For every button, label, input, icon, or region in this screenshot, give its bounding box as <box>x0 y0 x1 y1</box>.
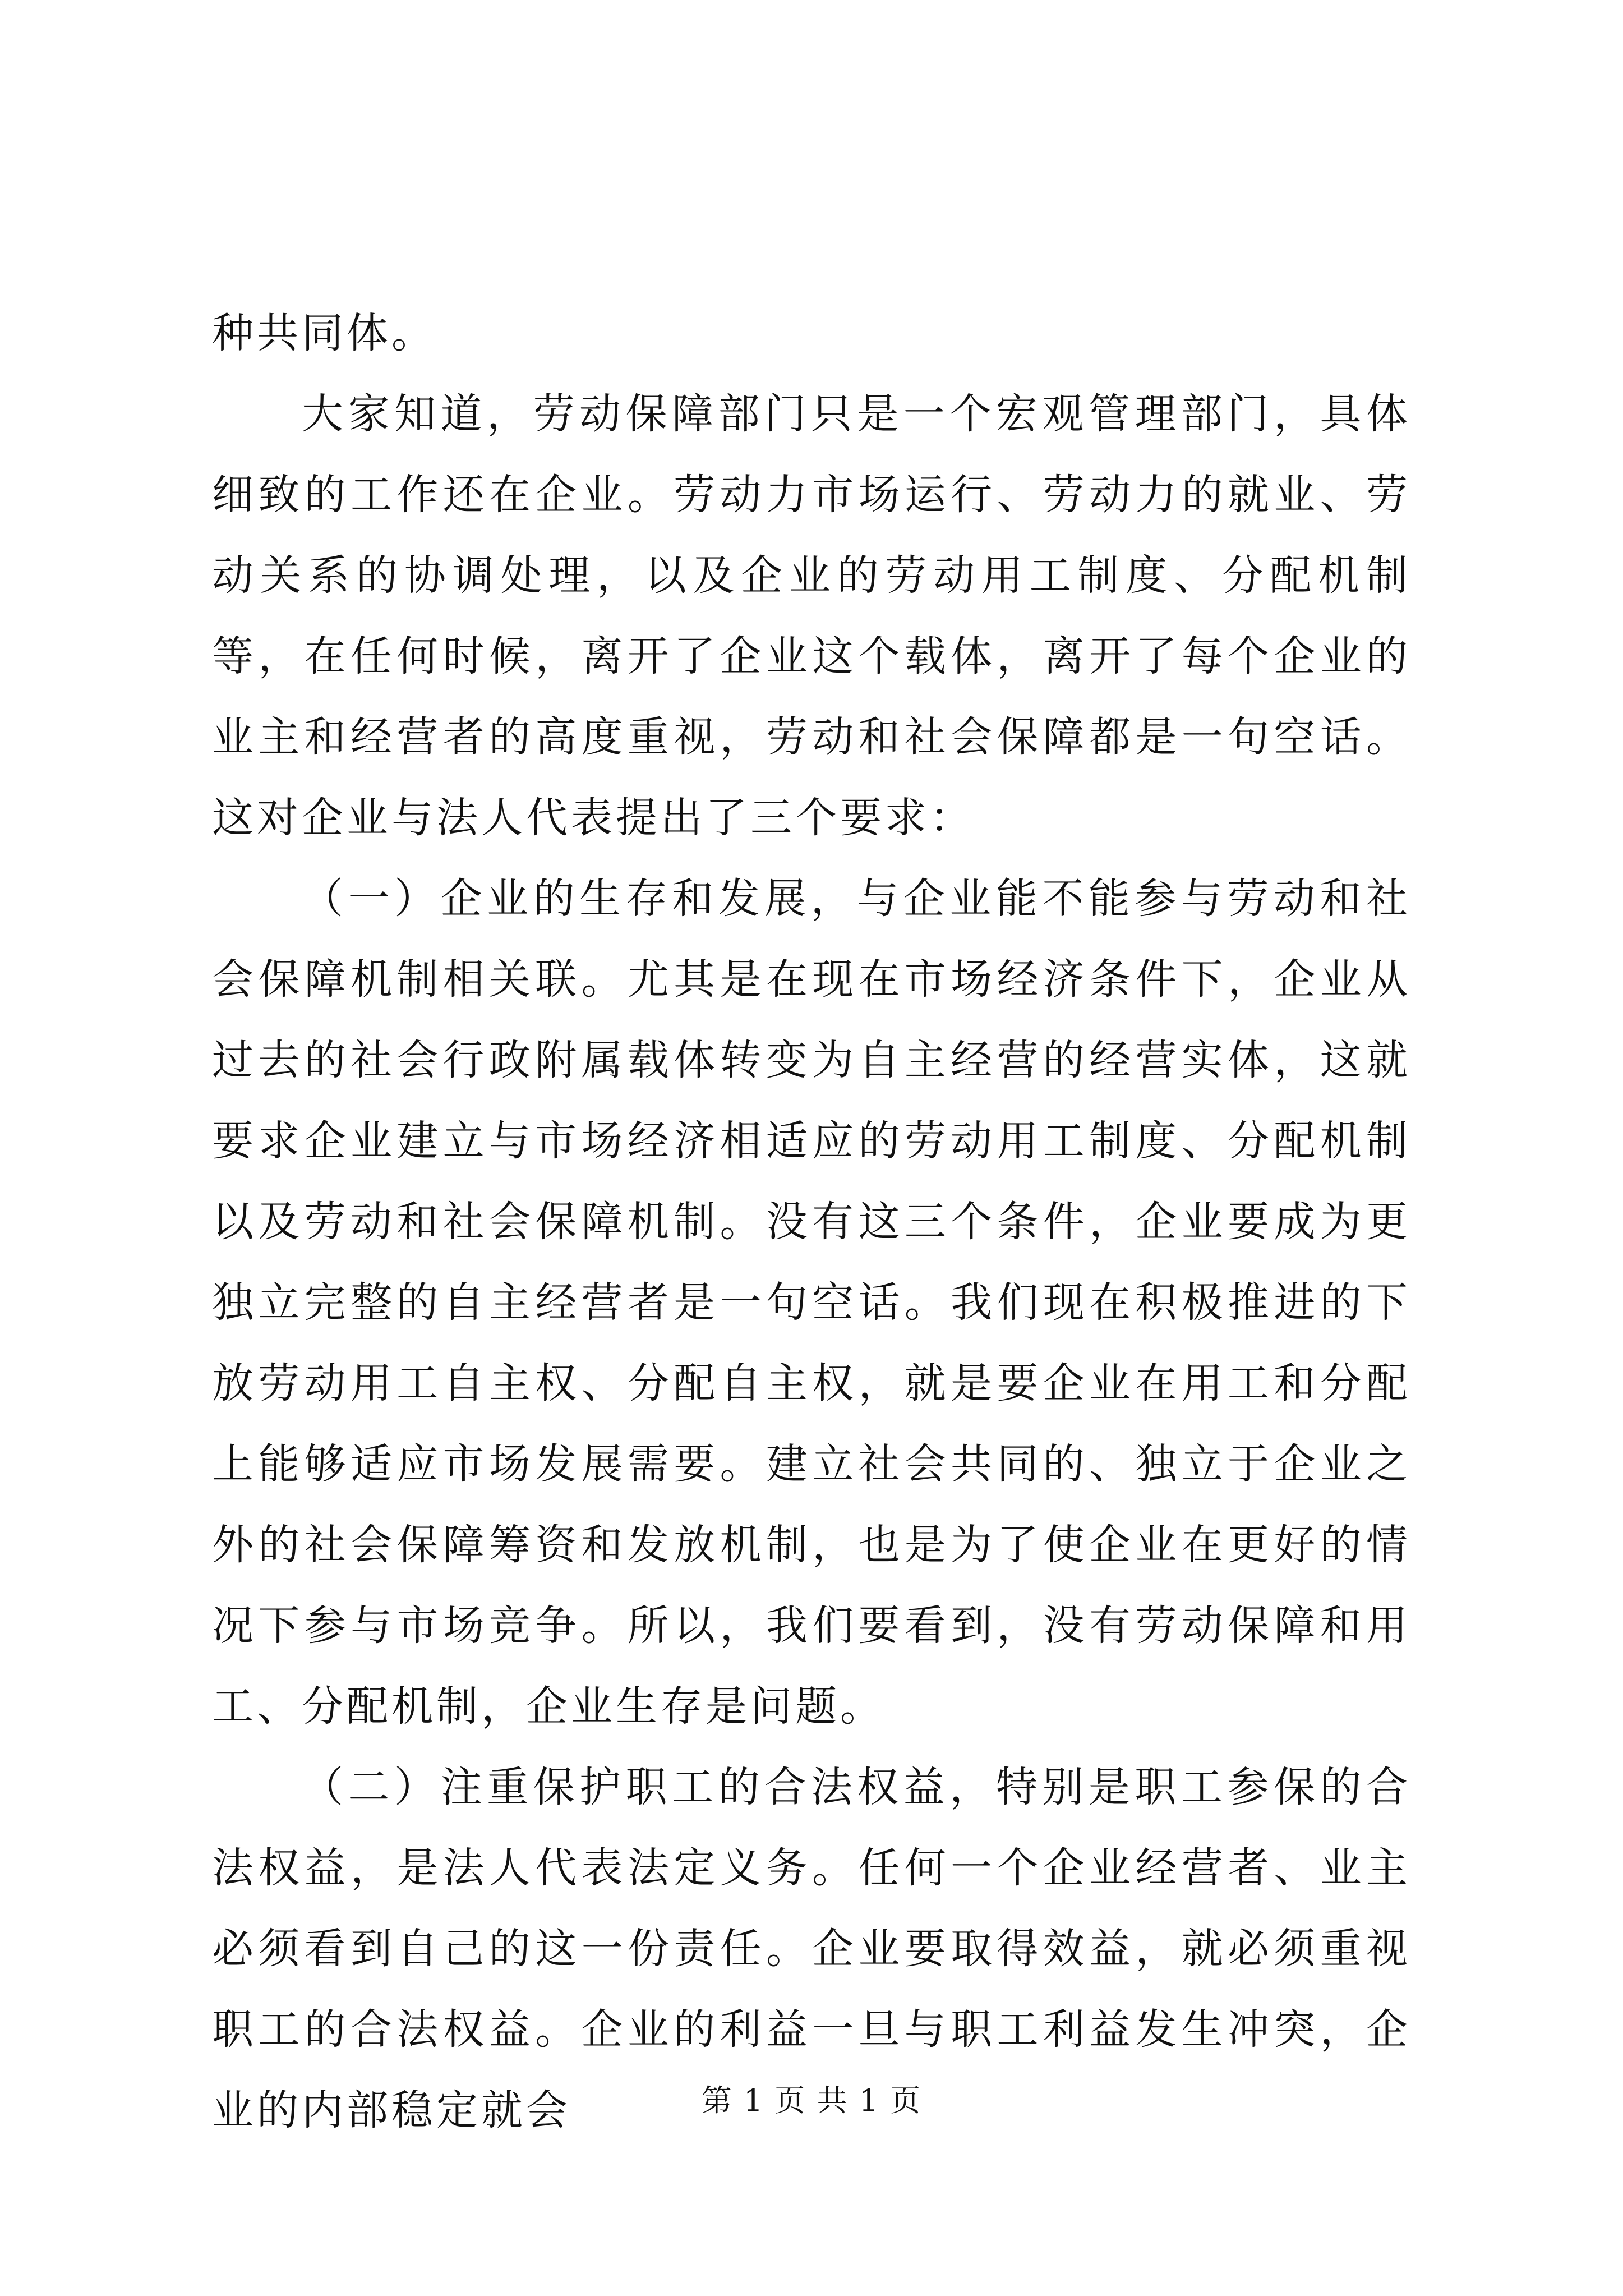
paragraph-continuation: 种共同体。 <box>212 309 436 357</box>
page-footer: 第 1 页 共 1 页 <box>701 2083 922 2118</box>
document-body <box>212 293 1411 2151</box>
paragraph-intro: 大家知道，劳动保障部门只是一个宏观管理部门，具体细致的工作还在企业。劳动力市场运行、劳动力的就业、劳动关系的协调处理，以及企业的劳动用工制度、分配机制等，在任何时候，离开了企业这个载体，离开了每个企业的业主和经营者的高度重视，劳动和社会保障都是一句空话。这对企业与法人代表提出了三个要求： <box>212 390 1411 842</box>
paragraph-requirement-two: （二）注重保护职工的合法权益，特别是职工参保的合法权益，是法人代表法定义务。任何一个企业经营者、业主必须看到自己的这一份责任。企业要取得效益，就必须重视职工的合法权益。企业的利益一旦与职工利益发生冲突，企业的内部稳定就会 <box>212 1763 1411 2134</box>
paragraph-requirement-one: （一）企业的生存和发展，与企业能不能参与劳动和社会保障机制相关联。尤其是在现在市场经济条件下，企业从过去的社会行政附属载体转变为自主经营的经营实体，这就要求企业建立与市场经济相适应的劳动用工制度、分配机制以及劳动和社会保障机制。没有这三个条件，企业要成为更独立完整的自主经营者是一句空话。我们现在积极推进的下放劳动用工自主权、分配自主权，就是要企业在用工和分配上能够适应市场发展需要。建立社会共同的、独立于企业之外的社会保障筹资和发放机制，也是为了使企业在更好的情况下参与市场竞争。所以，我们要看到，没有劳动保障和用工、分配机制，企业生存是问题。 <box>212 875 1411 1731</box>
